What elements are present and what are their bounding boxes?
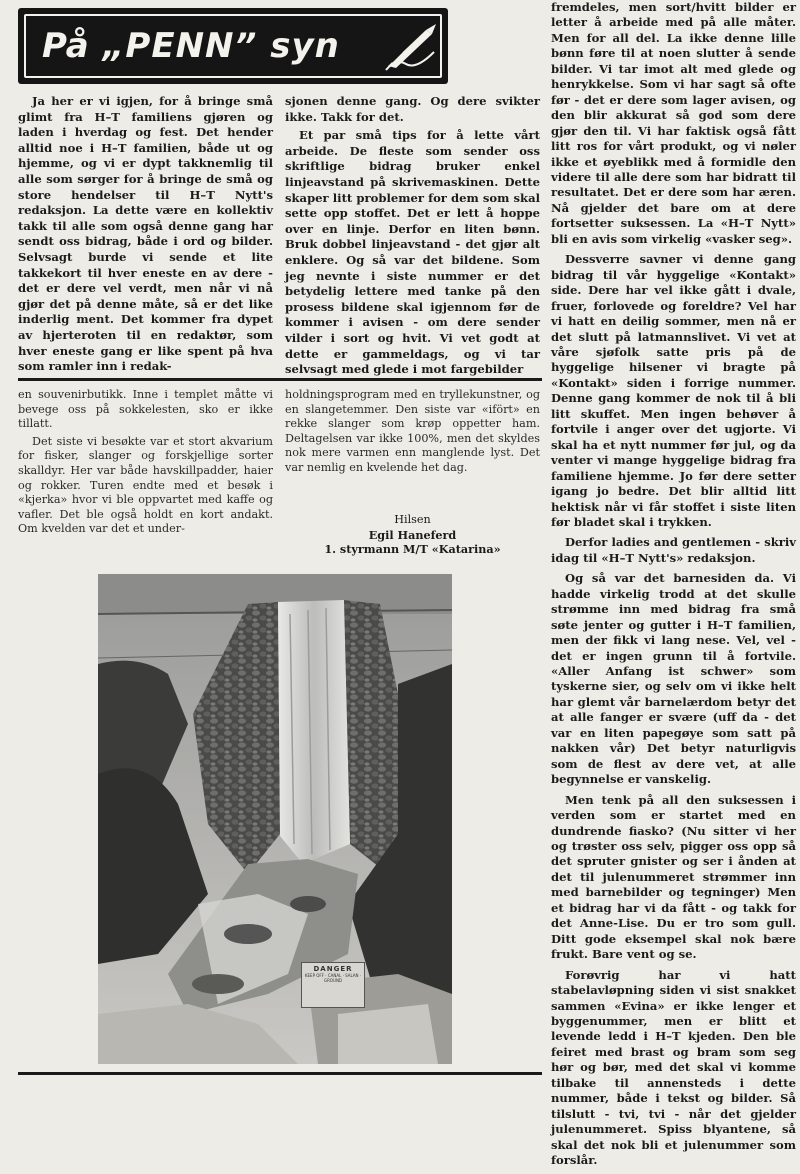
paragraph: Derfor ladies and gentlemen - skriv idag til «H–T Nytt's» redaksjon. [551,535,796,565]
signature-greeting: Hilsen [394,513,431,526]
danger-sign [301,962,365,1008]
paragraph: Ja her er vi igjen, for å bringe små glimt fra H–T familiens gjøren og laden i hverdag og fest. Det hender alltid noe i H–T familien, både ut og hjemme, og vi er dypt takknemlig til alle som sørger for å bringe de små og store hendelser til H–T Nytt's redaksjon. La dette være en kollektiv takk til alle som også denne gang har sendt oss bidrag, både i ord og bilder. Selvsagt burde vi sende et lite takkekort til hver eneste en av dere - det er dere vel verdt, men når vi nå gjør det på denne måte, så er det like inderlig ment. Det kommer fra dypet av hjerteroten til en redaktør, som hver eneste gang er like spent på hva som ramler inn i redak- [18,94,273,374]
paragraph: fremdeles, men sort/hvitt bilder er letter å arbeide med på alle måter. Men for all del. La ikke denne lille bønn føre til at noen slutter å sende bilder. Vi tar imot alt med glede og henrykkelse. Som vi har sagt så ofte før - det er dere som lager avisen, og den blir akkurat så god som dere gjør den til. Vi har faktisk også fått litt ros for vårt produkt, og vi nøler ikke et øyeblikk med å formidle den videre til alle dere som har bidratt til resultatet. Det er dere som har æren. Nå gjelder det bare om at dere fortsetter suksessen. La «H–T Nytt» bli en avis som virkelig «vasker seg». [551,0,796,246]
paragraph: Et par små tips for å lette vårt arbeide. De fleste som sender oss skriftlige bidrag bruker enkel linjeavstand på skrivemaskinen. Dette skaper litt problemer for dem som skal sette opp stoffet. Det er lett å hoppe over en linje. Derfor en liten bønn. Bruk dobbel linjeavstand - det gjør alt enklere. Og så var det bildene. Som jeg nevnte i siste nummer er det betydelig lettere med tanke på den prosess bildene skal igjennom før de kommer i avisen - om dere sender vilder i sort og hvit. Vi vet godt at dette er gammeldags, og vi tar selvsagt med glede i mot fargebilder [285,128,540,377]
article-column-middle [285,388,540,479]
header-banner-frame [24,14,442,78]
article-column-right [551,0,796,1174]
bottom-rule [18,1072,542,1075]
paragraph: sjonen denne gang. Og dere svikter ikke. Takk for det. [285,94,540,124]
paragraph: Det siste vi besøkte var et stort akvarium for fisker, slanger og forskjellige sorter skalldyr. Her var både havskillpadder, haier og rokker. Turen endte med et besøk i «kjerka» hvor vi ble oppvartet med kaffe og vafler. Det ble også holdt en kort andakt. Om kvelden var det et under- [18,434,273,536]
intro-column-left [18,94,273,378]
intro-column-middle [285,94,540,381]
paragraph: Men tenk på all den suksessen i verden som er startet med en dundrende fiasko? (Nu sitter vi her og trøster oss selv, pigger oss opp så det spruter gnister og ser i ånden at det til julenummeret strømmer inn med barnebilder og tegninger) Men et bidrag har vi da fått - og takk for det Anne-Lise. Du er tro som gull. Ditt gode eksempel skal nok bære frukt. Bare vent og se. [551,792,796,962]
paragraph: Og så var det barnesiden da. Vi hadde virkelig trodd at det skulle strømme inn med bidrag fra små søte jenter og gutter i H–T familien, men der fikk vi lang nese. Vel, vel - det er ingen grunn til å fortvile. «Aller Anfang ist schwer» som tyskerne sier, og selv om vi ikke helt har glemt vår barnelærdom betyr det at alle fanger er svære (uff da - det var en liten papegøye som satt på nakken vår) Det betyr naturligvis som de flest av dere vet, at alle begynnelse er vanskelig. [551,571,796,787]
article-column-left [18,388,273,540]
pen-icon [382,22,440,74]
signature-name: Egil Haneferd [368,527,457,542]
waterfall-photo [98,574,452,1064]
section-divider [18,378,542,381]
danger-sign-title: DANGER [313,965,353,973]
header-banner [18,8,448,84]
paragraph: en souvenirbutikk. Inne i templet måtte vi bevege oss på sokkelesten, sko er ikke tillatt. [18,388,273,431]
page-title: På „PENN” syn [42,26,340,66]
danger-sign-text: KEEP OFF · CANAL · SALAN · GROUND [304,973,362,983]
paragraph: Forøvrig har vi hatt stabelavløpning siden vi sist snakket sammen «Evina» er ikke lenger et byggenummer, men er blitt et levende ledd i H–T kjeden. Den ble feiret med brast og bram som seg hør og bør, med det skal vi komme tilbake til annensteds i dette nummer, både i tekst og bilder. Så tilslutt - tvi, tvi - når det gjelder julenummeret. Spiss blyantene, så skal det nok bli et julenummer som forslår. [551,967,796,1168]
signature-role: 1. styrmann M/T «Katarina» [324,542,501,557]
signature [285,513,540,557]
paragraph: holdningsprogram med en tryllekunstner, og en slangetemmer. Den siste var «ifört» en rekke slanger som krøp oppetter ham. Deltagelsen var ikke 100%, men det skyldes nok mere varmen enn manglende lyst. Det var nemlig en kvelende het dag. [285,388,540,474]
paragraph: Dessverre savner vi denne gang bidrag til vår hyggelige «Kontakt» side. Dere har vel ikke gått i dvale, fruer, forlovede og foreldre? Vel har vi hatt en deilig sommer, men nå er det slutt på latmannslivet. Vi vet at våre sjøfolk satte pris på de hyggelige hilsener vi bragte på «Kontakt» siden i forrige nummer. Denne gang kommer de nok til å bli litt skuffet. Men ingen behøver å fortvile i anger over det ugjorte. Vi skal ha et nytt nummer før jul, og da venter vi mange hyggelige bidrag fra familiene hjemme. Jo før dere setter igang jo bedre. Det blir alltid litt hektisk når vi får stoffet i siste liten før bladet skal i trykken. [551,252,796,529]
